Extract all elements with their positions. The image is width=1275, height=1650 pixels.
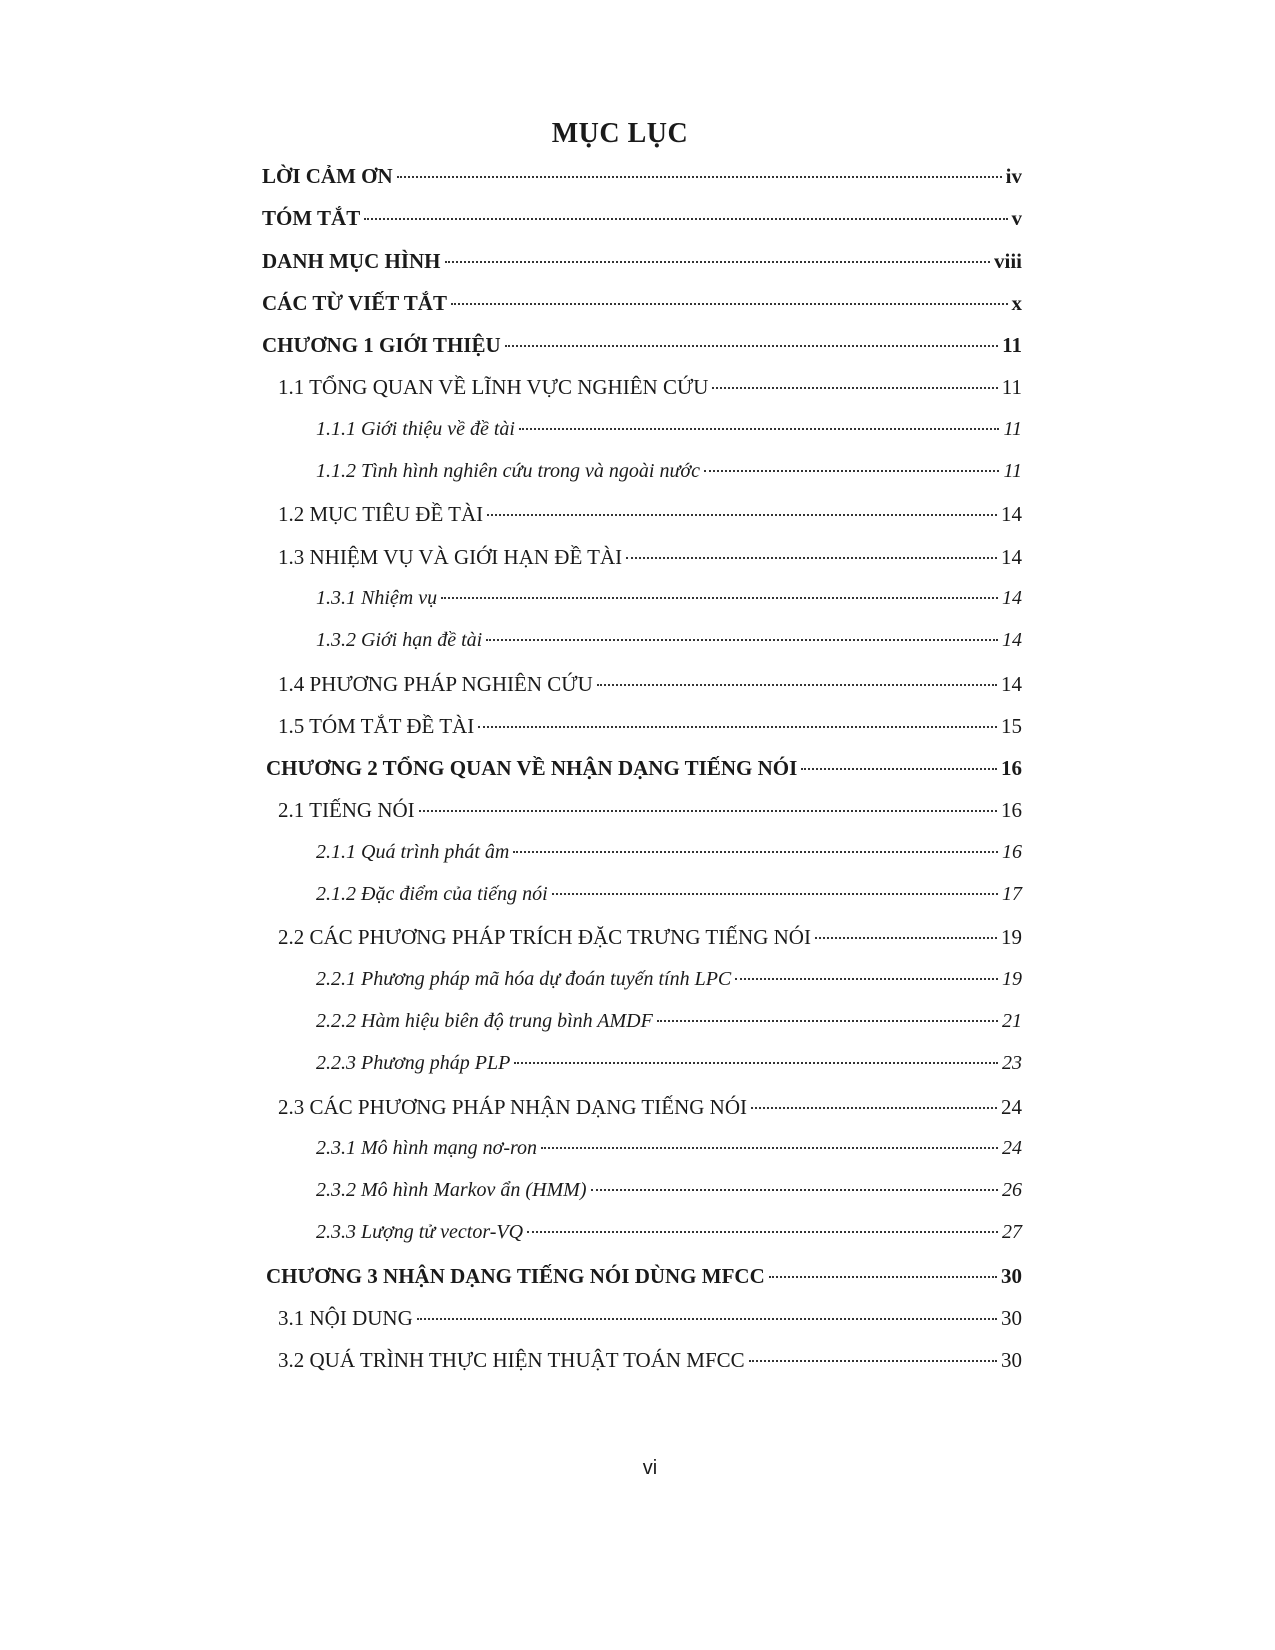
toc-entry-label: 1.1 TỔNG QUAN VỀ LĨNH VỰC NGHIÊN CỨU	[278, 375, 709, 400]
page-number: vi	[642, 1457, 658, 1479]
toc-entry	[262, 1264, 1022, 1306]
toc-entry	[262, 1348, 1022, 1390]
toc-entry-page: 19	[1001, 925, 1022, 950]
toc-dot-leader	[527, 1231, 998, 1233]
toc-entry-page: 11	[1002, 333, 1022, 358]
toc-entry-page: 14	[1001, 671, 1022, 696]
toc-dot-leader	[478, 726, 997, 728]
toc-entry	[262, 968, 1022, 1010]
toc-dot-leader	[419, 810, 997, 812]
toc-entry-label: TÓM TẮT	[262, 206, 361, 231]
toc-entry-label: 1.2 MỤC TIÊU ĐỀ TÀI	[278, 502, 484, 527]
toc-dot-leader	[364, 218, 1007, 220]
toc-entry-label: 1.5 TÓM TẮT ĐỀ TÀI	[278, 713, 475, 738]
toc-entry-page: 24	[1002, 1136, 1022, 1159]
toc-entry	[262, 502, 1022, 544]
toc-entry	[262, 714, 1022, 756]
toc-entry-label: 2.2.3 Phương pháp PLP	[316, 1052, 511, 1075]
toc-entry	[262, 1306, 1022, 1348]
toc-entry	[262, 672, 1022, 714]
toc-entry-label: 1.3.2 Giới hạn đề tài	[316, 629, 483, 652]
toc-entry	[262, 206, 1022, 248]
toc-entry	[262, 375, 1022, 417]
toc-dot-leader	[487, 514, 997, 516]
toc-entry	[262, 1179, 1022, 1221]
toc-dot-leader	[591, 1189, 999, 1191]
toc-entry-page: 14	[1001, 544, 1022, 569]
toc-dot-leader	[815, 937, 997, 939]
toc-entry	[262, 333, 1022, 375]
toc-entry-page: 24	[1001, 1094, 1022, 1119]
toc-dot-leader	[552, 893, 998, 895]
toc-dot-leader	[704, 470, 1000, 472]
toc-entry	[262, 545, 1022, 587]
toc-entry-page: 16	[1001, 798, 1022, 823]
toc-dot-leader	[519, 428, 1000, 430]
toc-entry	[262, 798, 1022, 840]
toc-entry-page: 14	[1002, 586, 1022, 609]
toc-entry	[262, 1095, 1022, 1137]
toc-entry-label: 1.1.1 Giới thiệu về đề tài	[316, 417, 515, 440]
toc-dot-leader	[445, 261, 990, 263]
toc-entry	[262, 841, 1022, 883]
toc-entry-page: 14	[1002, 629, 1022, 652]
toc-dot-leader	[657, 1020, 998, 1022]
toc-entry-page: viii	[993, 248, 1022, 273]
toc-dot-leader	[417, 1318, 997, 1320]
toc-entry	[262, 629, 1022, 671]
toc-entry-page: 19	[1002, 967, 1022, 990]
toc-dot-leader	[486, 639, 998, 641]
toc-entry-page: 16	[1002, 840, 1022, 863]
toc-entry-label: LỜI CẢM ƠN	[262, 164, 393, 188]
toc-dot-leader	[626, 557, 997, 559]
toc-entry-page: 15	[1001, 713, 1022, 738]
toc-entry-label: CHƯƠNG 2 TỔNG QUAN VỀ NHẬN DẠNG TIẾNG NÓI	[266, 756, 798, 781]
toc-entry-label: CHƯƠNG 1 GIỚI THIỆU	[262, 333, 501, 358]
table-of-contents	[262, 164, 1022, 1391]
toc-entry	[262, 1052, 1022, 1094]
toc-entry-page: v	[1011, 206, 1022, 231]
toc-entry-page: 30	[1001, 1348, 1022, 1373]
toc-entry-label: 2.3.2 Mô hình Markov ẩn (HMM)	[316, 1179, 587, 1202]
toc-dot-leader	[801, 768, 997, 770]
toc-entry	[262, 756, 1022, 798]
toc-entry-page: 27	[1002, 1221, 1022, 1244]
toc-entry-label: 2.3.1 Mô hình mạng nơ-ron	[316, 1136, 538, 1159]
toc-entry-label: 2.2.1 Phương pháp mã hóa dự đoán tuyến tính LPC	[316, 967, 732, 990]
toc-dot-leader	[541, 1147, 998, 1149]
toc-entry-page: 14	[1001, 502, 1022, 527]
toc-entry-page: iv	[1005, 164, 1022, 188]
toc-entry	[262, 164, 1022, 206]
toc-entry	[262, 1221, 1022, 1263]
toc-entry-label: 1.4 PHƯƠNG PHÁP NGHIÊN CỨU	[278, 671, 593, 696]
toc-entry	[262, 291, 1022, 333]
toc-entry-label: 2.3.3 Lượng tử vector-VQ	[316, 1221, 524, 1244]
toc-dot-leader	[749, 1360, 997, 1362]
toc-entry-page: 11	[1001, 375, 1022, 400]
toc-dot-leader	[505, 345, 999, 347]
toc-entry-label: 3.2 QUÁ TRÌNH THỰC HIỆN THUẬT TOÁN MFCC	[278, 1348, 745, 1373]
toc-dot-leader	[514, 1062, 998, 1064]
toc-entry-label: 2.2.2 Hàm hiệu biên độ trung bình AMDF	[316, 1009, 653, 1032]
toc-dot-leader	[597, 684, 997, 686]
toc-entry-page: x	[1011, 290, 1022, 315]
toc-entry-label: 2.1 TIẾNG NÓI	[278, 798, 415, 823]
toc-entry	[262, 418, 1022, 460]
toc-dot-leader	[735, 978, 998, 980]
toc-entry-page: 30	[1001, 1306, 1022, 1331]
toc-entry	[262, 883, 1022, 925]
toc-entry-label: CHƯƠNG 3 NHẬN DẠNG TIẾNG NÓI DÙNG MFCC	[266, 1263, 765, 1288]
toc-entry-label: CÁC TỪ VIẾT TẮT	[262, 290, 447, 315]
toc-entry	[262, 925, 1022, 967]
toc-entry	[262, 587, 1022, 629]
toc-entry-label: 1.3.1 Nhiệm vụ	[316, 586, 438, 609]
toc-dot-leader	[751, 1107, 997, 1109]
toc-entry	[262, 460, 1022, 502]
toc-entry-page: 21	[1002, 1009, 1022, 1032]
toc-entry-label: DANH MỤC HÌNH	[262, 248, 441, 273]
toc-entry-label: 2.1.2 Đặc điểm của tiếng nói	[316, 883, 548, 906]
toc-dot-leader	[712, 387, 997, 389]
toc-entry	[262, 249, 1022, 291]
toc-dot-leader	[769, 1276, 997, 1278]
toc-entry-page: 16	[1001, 756, 1022, 781]
toc-entry-page: 17	[1002, 883, 1022, 906]
toc-entry-page: 11	[1003, 460, 1022, 483]
toc-entry-label: 1.3 NHIỆM VỤ VÀ GIỚI HẠN ĐỀ TÀI	[278, 544, 623, 569]
toc-title: MỤC LỤC	[551, 118, 689, 149]
toc-entry-page: 30	[1001, 1263, 1022, 1288]
toc-entry-label: 2.2 CÁC PHƯƠNG PHÁP TRÍCH ĐẶC TRƯNG TIẾNG NÓI	[278, 925, 811, 950]
toc-entry-label: 1.1.2 Tình hình nghiên cứu trong và ngoài nước	[316, 460, 700, 483]
toc-dot-leader	[451, 303, 1008, 305]
toc-dot-leader	[441, 597, 998, 599]
toc-entry	[262, 1137, 1022, 1179]
toc-entry	[262, 1010, 1022, 1052]
toc-dot-leader	[513, 851, 998, 853]
toc-entry-label: 2.1.1 Quá trình phát âm	[316, 840, 510, 863]
toc-entry-page: 11	[1003, 417, 1022, 440]
toc-entry-page: 23	[1002, 1052, 1022, 1075]
toc-entry-page: 26	[1002, 1179, 1022, 1202]
toc-entry-label: 3.1 NỘI DUNG	[278, 1306, 413, 1331]
toc-dot-leader	[397, 176, 1002, 178]
toc-entry-label: 2.3 CÁC PHƯƠNG PHÁP NHẬN DẠNG TIẾNG NÓI	[278, 1094, 747, 1119]
